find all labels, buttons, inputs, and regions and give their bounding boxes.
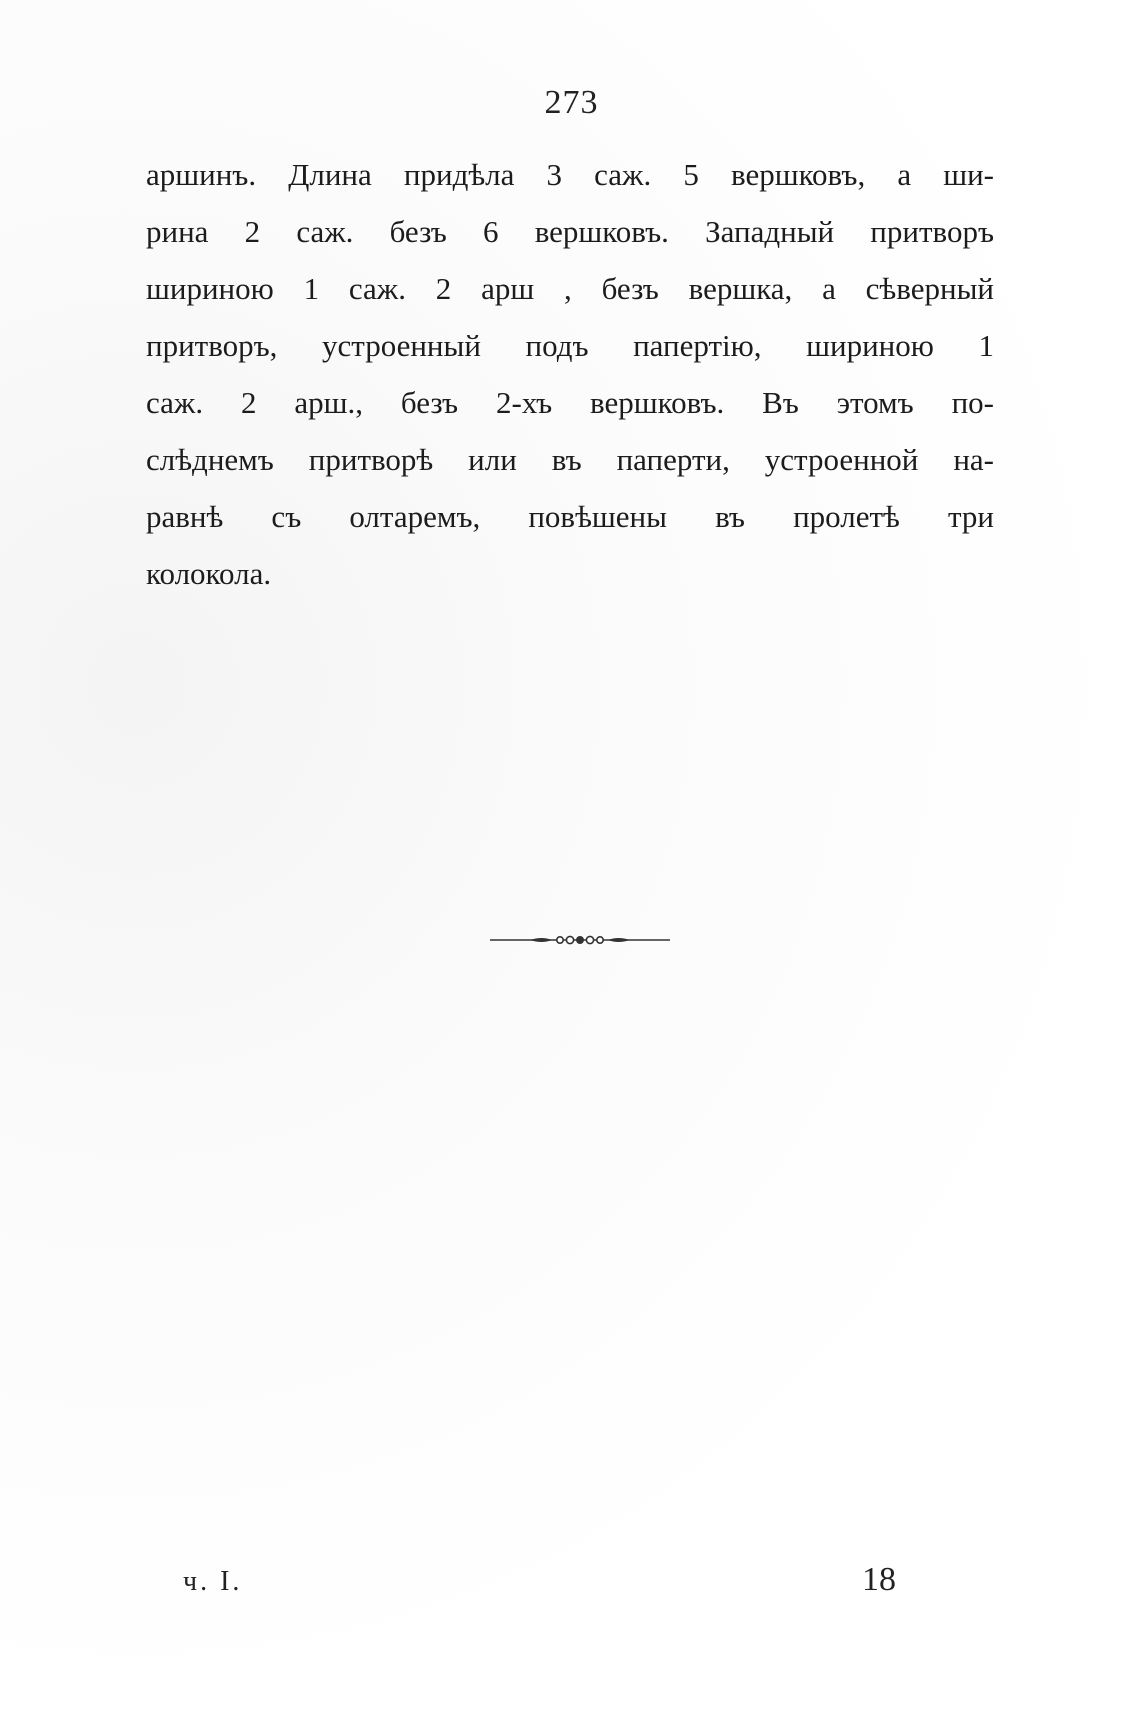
ornament-divider-icon [490, 932, 670, 948]
text-line: колокола. [146, 556, 272, 591]
body-paragraph [146, 146, 994, 602]
text-line: равнѣ съ олтаремъ, повѣшены въ пролетѣ три [146, 499, 994, 534]
signature-mark: ч. I. [183, 1566, 243, 1597]
text-line: слѣднемъ притворѣ или въ паперти, устроенной на- [146, 442, 994, 477]
text-line: аршинъ. Длина придѣла 3 саж. 5 вершковъ, а ши- [146, 157, 994, 192]
text-line: саж. 2 арш., безъ 2-хъ вершковъ. Въ этомъ по- [146, 385, 994, 420]
text-line: рина 2 саж. безъ 6 вершковъ. Западный притворъ [146, 214, 994, 249]
text-line: шириною 1 саж. 2 арш , безъ вершка, а сѣверный [146, 271, 994, 306]
page-number: 273 [544, 84, 599, 121]
sheet-number: 18 [862, 1561, 896, 1598]
text-line: притворъ, устроенный подъ папертію, шириною 1 [146, 328, 994, 363]
